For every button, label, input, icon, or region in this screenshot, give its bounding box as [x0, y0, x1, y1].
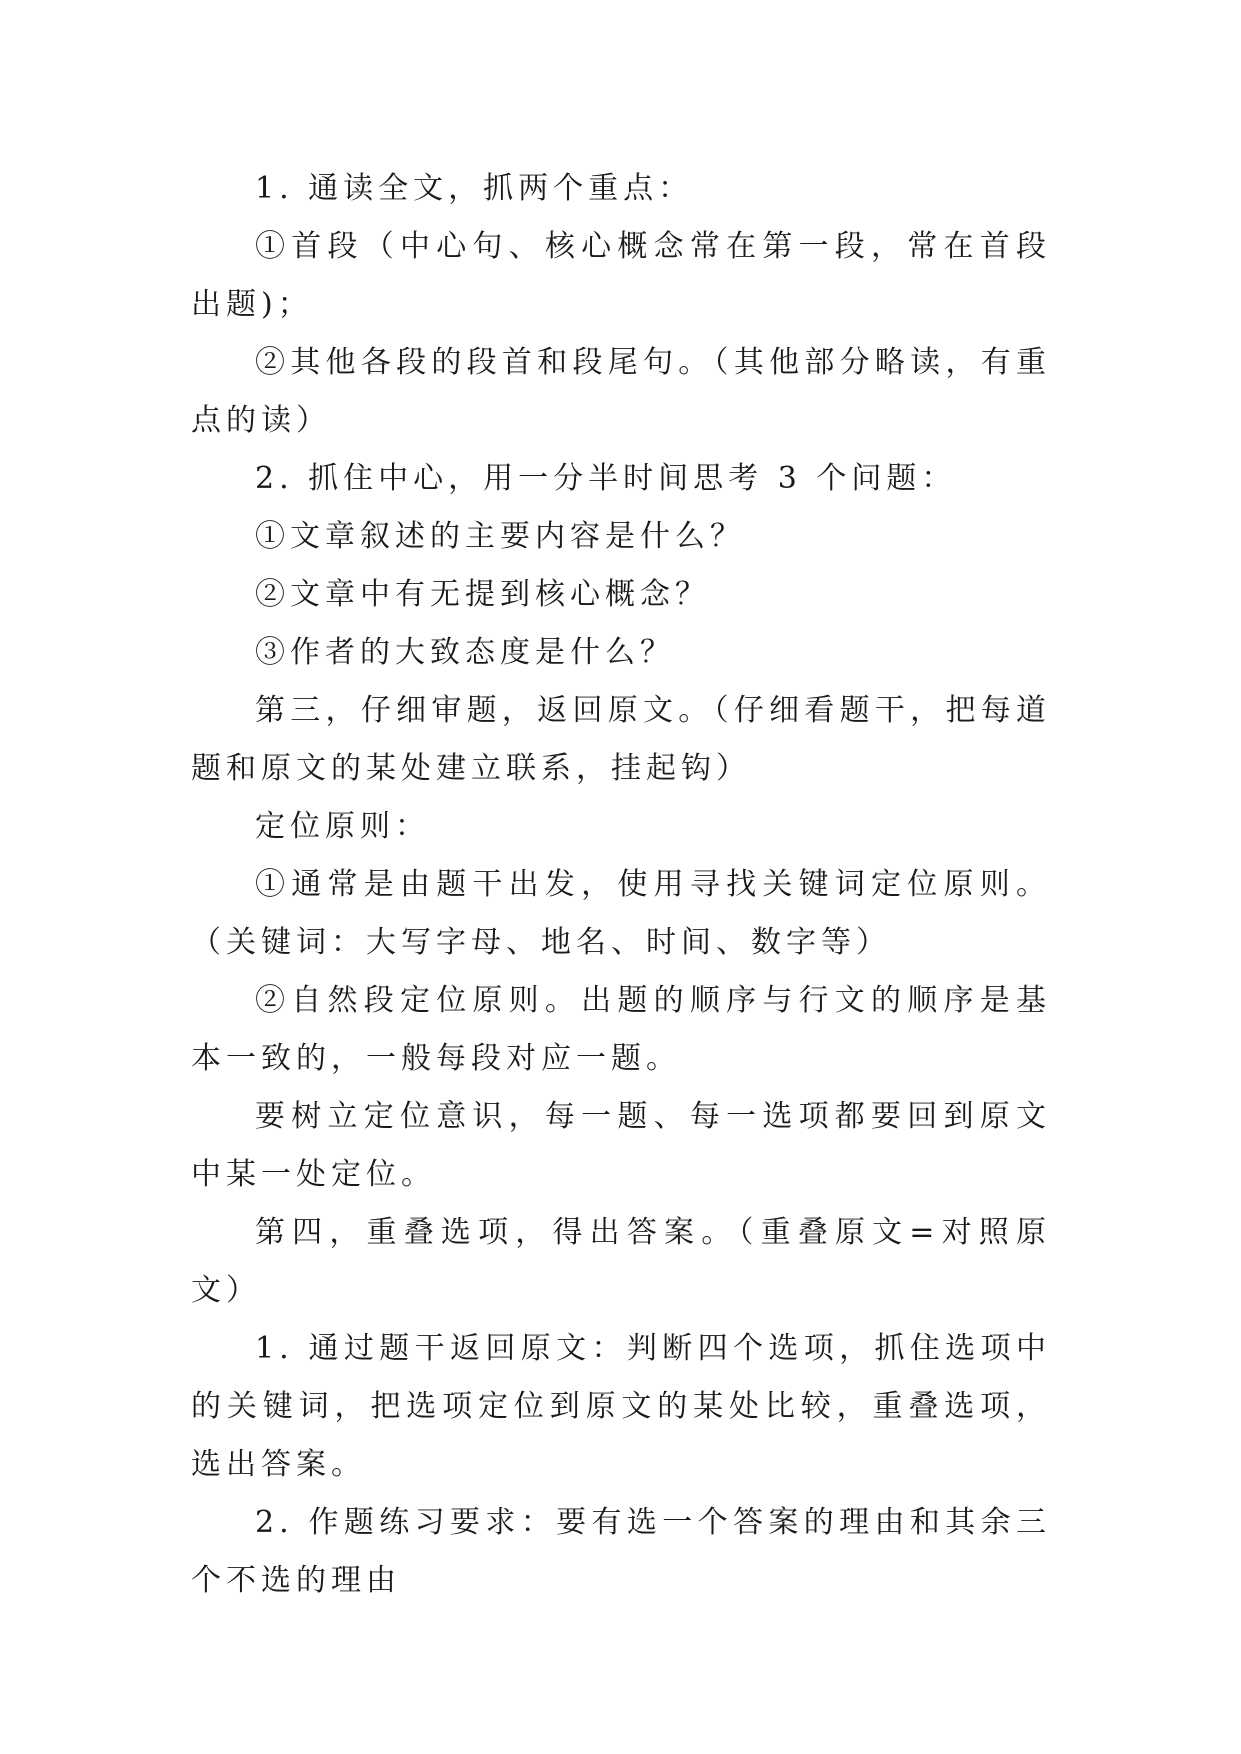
point-other-paragraphs: ②其他各段的段首和段尾句。（其他部分略读，有重点的读） — [191, 345, 1051, 438]
step-practice-requirements: 2. 作题练习要求：要有选一个答案的理由和其余三个不选的理由 — [191, 1505, 1051, 1598]
step-return-to-text: 1. 通过题干返回原文：判断四个选项，抓住选项中的关键词，把选项定位到原文的某处比较，重叠选项，选出答案。 — [191, 1331, 1051, 1482]
positioning-principles-label: 定位原则： — [255, 809, 430, 844]
question-author-attitude: ③作者的大致态度是什么？ — [255, 635, 675, 670]
point-first-paragraph: ①首段（中心句、核心概念常在第一段，常在首段出题)； — [191, 229, 1051, 322]
step-2-heading: 2. 抓住中心，用一分半时间思考 3 个问题： — [255, 461, 957, 496]
question-main-content: ①文章叙述的主要内容是什么？ — [255, 519, 745, 554]
section-four-heading: 第四，重叠选项，得出答案。（重叠原文=对照原文） — [191, 1215, 1051, 1308]
step-1-heading: 1. 通读全文，抓两个重点： — [255, 171, 694, 206]
principle-paragraph-order: ②自然段定位原则。出题的顺序与行文的顺序是基本一致的，一般每段对应一题。 — [191, 983, 1051, 1076]
principle-keywords: ①通常是由题干出发，使用寻找关键词定位原则。（关键词：大写字母、地名、时间、数字等） — [191, 867, 1051, 960]
section-three-heading: 第三，仔细审题，返回原文。（仔细看题干，把每道题和原文的某处建立联系，挂起钩） — [191, 693, 1051, 786]
question-core-concept: ②文章中有无提到核心概念？ — [255, 577, 710, 612]
positioning-awareness: 要树立定位意识，每一题、每一选项都要回到原文中某一处定位。 — [191, 1099, 1051, 1192]
document-body — [191, 160, 1051, 1610]
